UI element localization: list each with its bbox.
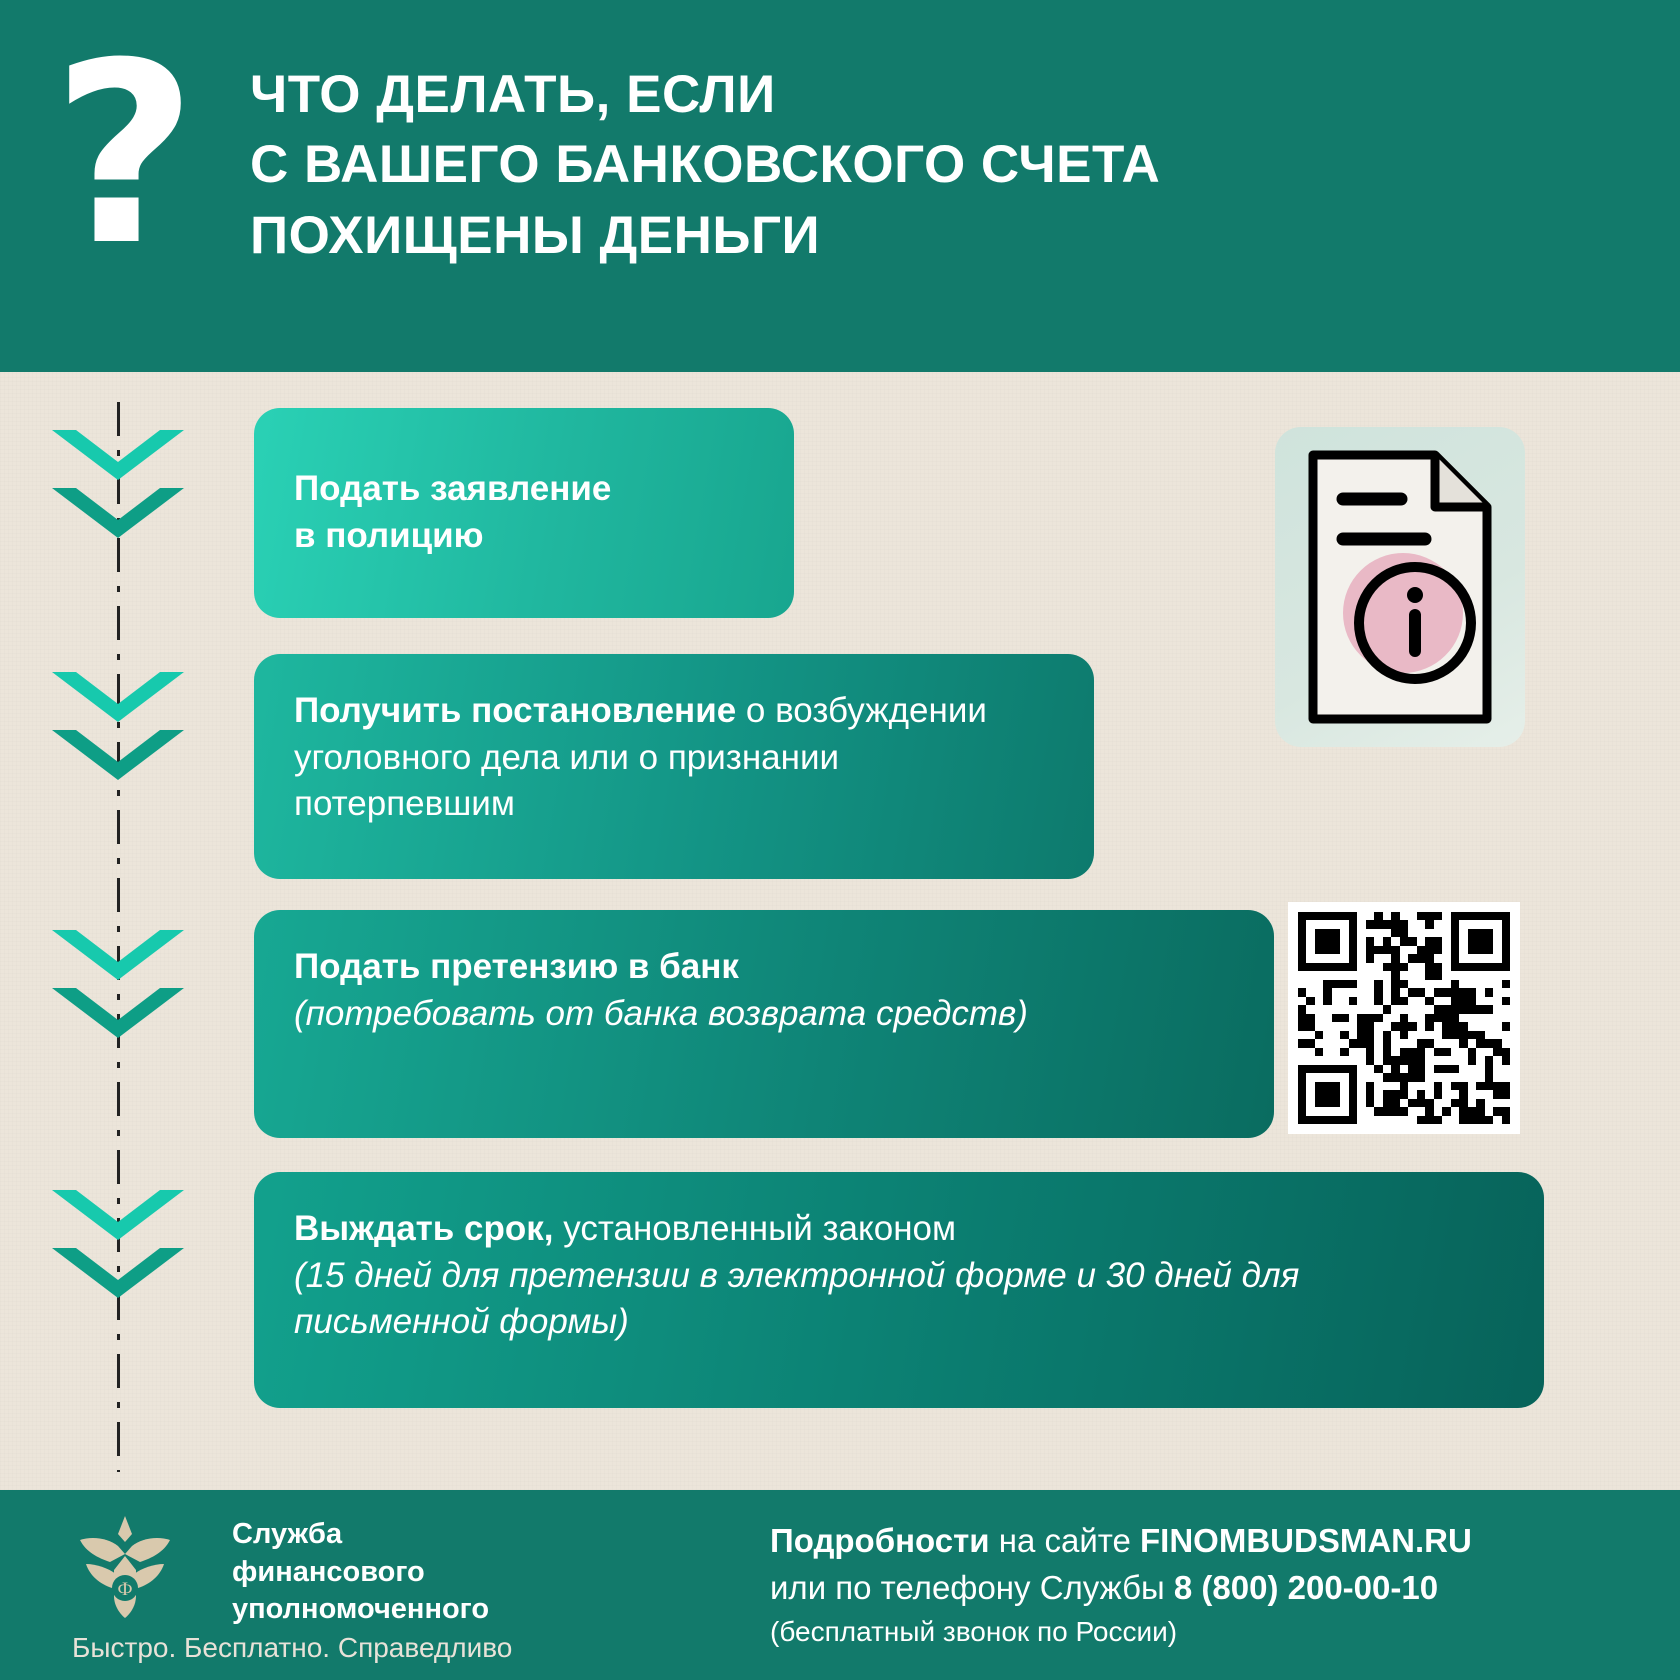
- org-line-3: уполномоченного: [232, 1593, 490, 1626]
- service-emblem-icon: [70, 1512, 180, 1622]
- details-rest: на сайте: [989, 1522, 1141, 1559]
- chevron-down-icon: [52, 672, 184, 724]
- chevron-group-3: [52, 930, 184, 1046]
- chevron-group-1: [52, 430, 184, 546]
- phone-line: [770, 1565, 1472, 1612]
- free-call-note: (бесплатный звонок по России): [770, 1615, 1178, 1647]
- title-line-3: ПОХИЩЕНЫ ДЕНЬГИ: [250, 205, 821, 265]
- chevron-group-2: [52, 672, 184, 788]
- svg-text:Ф: Ф: [117, 1579, 133, 1600]
- chevron-down-icon: [52, 1248, 184, 1300]
- phone-number[interactable]: 8 (800) 200-00-10: [1173, 1568, 1439, 1606]
- steps-area: [0, 372, 1680, 1490]
- document-info-icon: [1275, 427, 1525, 747]
- step-card-1: [254, 408, 794, 618]
- step-1-rest: в полицию: [294, 516, 484, 555]
- org-line-2: финансового: [232, 1555, 425, 1588]
- question-mark-icon: ?: [52, 9, 198, 300]
- title-line-2: С ВАШЕГО БАНКОВСКОГО СЧЕТА: [250, 135, 1161, 195]
- step-4-bold: Выждать срок,: [294, 1209, 554, 1248]
- website-link[interactable]: FINOMBUDSMAN.RU: [1140, 1522, 1472, 1559]
- organization-name: [232, 1516, 489, 1629]
- chevron-down-icon: [52, 930, 184, 982]
- step-4-italic: (15 дней для претензии в электронной форме и 30 дней для письменной формы): [294, 1255, 1300, 1342]
- step-3-italic: (потребовать от банка возврата средств): [294, 993, 1028, 1033]
- step-card-3: [254, 910, 1274, 1138]
- step-3-bold: Подать претензию в банк: [294, 947, 739, 986]
- contact-details: [770, 1518, 1472, 1651]
- title-line-1: ЧТО ДЕЛАТЬ, ЕСЛИ: [250, 65, 776, 124]
- details-line: [770, 1518, 1472, 1565]
- qr-code-pattern: [1298, 912, 1510, 1124]
- step-2-rest: о возбуждении уголовного дела или о признании потерпевшим: [294, 691, 987, 824]
- phone-prefix: или по телефону Службы: [770, 1568, 1174, 1606]
- step-4-rest: установленный законом: [553, 1209, 957, 1248]
- step-card-2: [254, 654, 1094, 879]
- step-2-bold: Получить постановление: [294, 691, 737, 730]
- chevron-down-icon: [52, 988, 184, 1040]
- chevron-down-icon: [52, 1190, 184, 1242]
- chevron-down-icon: [52, 730, 184, 782]
- chevron-down-icon: [52, 430, 184, 482]
- slogan: Быстро. Бесплатно. Справедливо: [72, 1632, 513, 1663]
- page-title: [250, 60, 1630, 271]
- step-card-4: [254, 1172, 1544, 1408]
- header-banner: [0, 0, 1680, 372]
- step-1-bold: Подать заявление: [294, 469, 612, 509]
- chevron-down-icon: [52, 488, 184, 540]
- org-line-1: Служба: [232, 1518, 343, 1550]
- qr-code[interactable]: [1288, 902, 1520, 1134]
- chevron-group-4: [52, 1190, 184, 1306]
- footer-bar: [0, 1490, 1680, 1680]
- details-bold: Подробности: [770, 1522, 990, 1559]
